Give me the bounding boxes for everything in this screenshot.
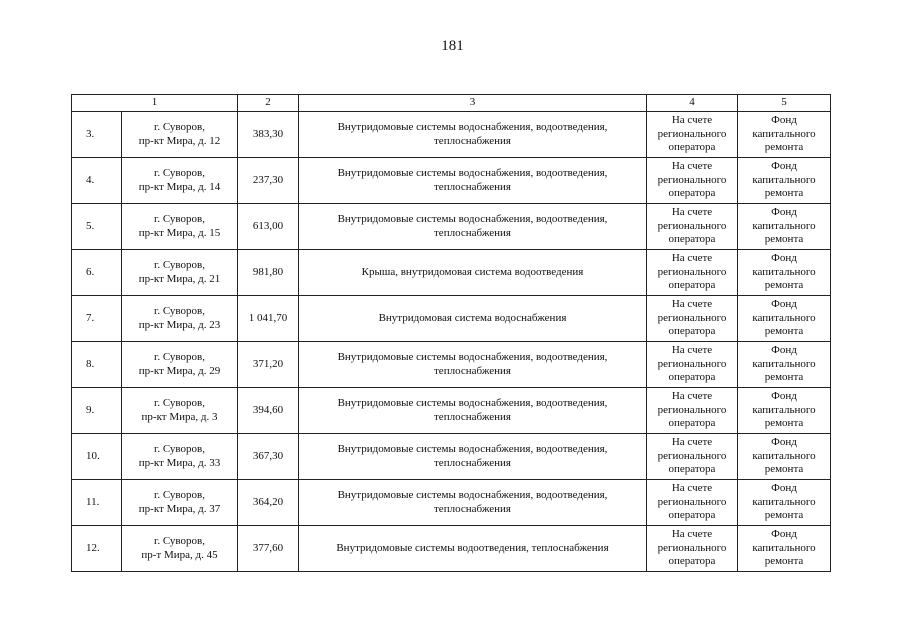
header-cell-2: 2 — [238, 95, 299, 112]
capital-repair-table — [71, 94, 831, 572]
row-area: 394,60 — [238, 388, 299, 434]
address-city: г. Суворов, — [154, 213, 205, 225]
table-row — [72, 342, 831, 388]
row-area: 371,20 — [238, 342, 299, 388]
row-works: Внутридомовая система водоснабжения — [299, 296, 647, 342]
row-fund: Фонд капитального ремонта — [738, 296, 831, 342]
address-city: г. Суворов, — [154, 305, 205, 317]
address-street: пр-кт Мира, д. 3 — [141, 410, 218, 423]
row-fund: Фонд капитального ремонта — [738, 250, 831, 296]
row-number: 8. — [72, 342, 122, 388]
row-works: Внутридомовые системы водоснабжения, водоотведения, теплоснабжения — [299, 388, 647, 434]
row-address — [122, 388, 238, 434]
table-row — [72, 480, 831, 526]
row-account: На счете регионального оператора — [647, 158, 738, 204]
row-address — [122, 296, 238, 342]
address-city: г. Суворов, — [154, 167, 205, 179]
row-address — [122, 480, 238, 526]
row-account: На счете регионального оператора — [647, 204, 738, 250]
table-row — [72, 204, 831, 250]
row-address — [122, 434, 238, 480]
address-street: пр-кт Мира, д. 23 — [138, 318, 221, 331]
row-area: 981,80 — [238, 250, 299, 296]
header-cell-1: 1 — [72, 95, 238, 112]
row-works: Внутридомовые системы водоснабжения, водоотведения, теплоснабжения — [299, 204, 647, 250]
row-fund: Фонд капитального ремонта — [738, 480, 831, 526]
row-account: На счете регионального оператора — [647, 480, 738, 526]
table-row — [72, 434, 831, 480]
header-cell-4: 4 — [647, 95, 738, 112]
address-street: пр-кт Мира, д. 14 — [138, 180, 221, 193]
address-city: г. Суворов, — [154, 351, 205, 363]
row-area: 1 041,70 — [238, 296, 299, 342]
row-fund: Фонд капитального ремонта — [738, 388, 831, 434]
row-works: Внутридомовые системы водоснабжения, водоотведения, теплоснабжения — [299, 342, 647, 388]
row-address — [122, 526, 238, 572]
header-cell-3: 3 — [299, 95, 647, 112]
row-fund: Фонд капитального ремонта — [738, 204, 831, 250]
row-number: 9. — [72, 388, 122, 434]
row-works: Внутридомовые системы водоснабжения, водоотведения, теплоснабжения — [299, 158, 647, 204]
row-area: 237,30 — [238, 158, 299, 204]
row-area: 613,00 — [238, 204, 299, 250]
row-number: 7. — [72, 296, 122, 342]
row-address — [122, 112, 238, 158]
row-number: 6. — [72, 250, 122, 296]
row-fund: Фонд капитального ремонта — [738, 434, 831, 480]
address-city: г. Суворов, — [154, 397, 205, 409]
row-fund: Фонд капитального ремонта — [738, 112, 831, 158]
row-area: 383,30 — [238, 112, 299, 158]
header-cell-5: 5 — [738, 95, 831, 112]
row-account: На счете регионального оператора — [647, 388, 738, 434]
table-row — [72, 388, 831, 434]
row-fund: Фонд капитального ремонта — [738, 342, 831, 388]
row-area: 364,20 — [238, 480, 299, 526]
row-number: 5. — [72, 204, 122, 250]
row-area: 377,60 — [238, 526, 299, 572]
page-number: 181 — [441, 38, 464, 54]
row-address — [122, 158, 238, 204]
address-street: пр-кт Мира, д. 33 — [138, 456, 221, 469]
row-number: 4. — [72, 158, 122, 204]
row-account: На счете регионального оператора — [647, 526, 738, 572]
row-works: Внутридомовые системы водоснабжения, водоотведения, теплоснабжения — [299, 434, 647, 480]
address-street: пр-кт Мира, д. 12 — [138, 134, 221, 147]
row-account: На счете регионального оператора — [647, 250, 738, 296]
row-number: 3. — [72, 112, 122, 158]
table-row — [72, 158, 831, 204]
row-works: Внутридомовые системы водоснабжения, водоотведения, теплоснабжения — [299, 112, 647, 158]
address-city: г. Суворов, — [154, 121, 205, 133]
row-fund: Фонд капитального ремонта — [738, 158, 831, 204]
row-works: Внутридомовые системы водоснабжения, водоотведения, теплоснабжения — [299, 480, 647, 526]
table-row — [72, 296, 831, 342]
address-city: г. Суворов, — [154, 259, 205, 271]
table-header-row — [72, 95, 831, 112]
address-street: пр-кт Мира, д. 37 — [138, 502, 221, 515]
row-number: 11. — [72, 480, 122, 526]
address-city: г. Суворов, — [154, 443, 205, 455]
row-address — [122, 342, 238, 388]
row-works: Крыша, внутридомовая система водоотведения — [299, 250, 647, 296]
address-street: пр-кт Мира, д. 15 — [138, 226, 221, 239]
row-area: 367,30 — [238, 434, 299, 480]
row-address — [122, 204, 238, 250]
table-row — [72, 250, 831, 296]
row-fund: Фонд капитального ремонта — [738, 526, 831, 572]
address-street: пр-кт Мира, д. 29 — [138, 364, 221, 377]
address-city: г. Суворов, — [154, 489, 205, 501]
address-street: пр-т Мира, д. 45 — [141, 548, 218, 561]
row-address — [122, 250, 238, 296]
row-number: 10. — [72, 434, 122, 480]
row-account: На счете регионального оператора — [647, 296, 738, 342]
row-account: На счете регионального оператора — [647, 112, 738, 158]
table-row — [72, 526, 831, 572]
address-city: г. Суворов, — [154, 535, 205, 547]
row-account: На счете регионального оператора — [647, 342, 738, 388]
row-works: Внутридомовые системы водоотведения, теплоснабжения — [299, 526, 647, 572]
row-number: 12. — [72, 526, 122, 572]
row-account: На счете регионального оператора — [647, 434, 738, 480]
address-street: пр-кт Мира, д. 21 — [138, 272, 221, 285]
table-row — [72, 112, 831, 158]
